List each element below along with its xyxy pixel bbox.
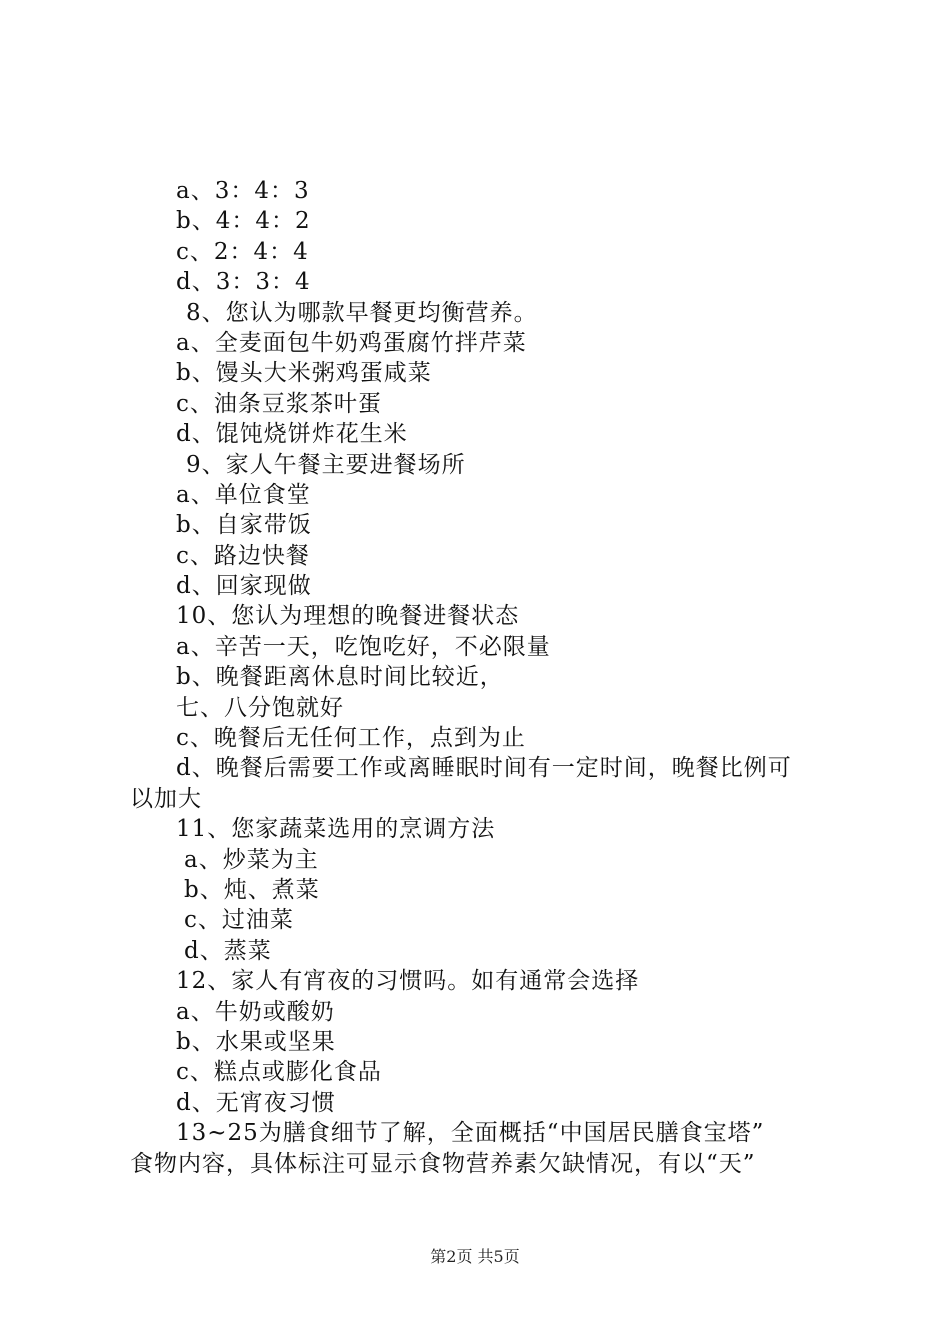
question-line: 10、您认为理想的晚餐进餐状态 (176, 603, 520, 630)
text-line: c、路边快餐 (176, 542, 310, 569)
text-line: a、全麦面包牛奶鸡蛋腐竹拌芹菜 (176, 329, 527, 356)
paragraph-line: 13~25为膳食细节了解，全面概括“中国居民膳食宝塔” (176, 1120, 765, 1147)
text-line: d、馄饨烧饼炸花生米 (176, 421, 408, 448)
text-line: d、回家现做 (176, 573, 312, 600)
text-line: a、炒菜为主 (184, 846, 319, 873)
text-line: c、糕点或膨化食品 (176, 1059, 382, 1086)
text-line: a、牛奶或酸奶 (176, 998, 335, 1025)
text-line: b、4：4：2 (176, 208, 311, 235)
text-line: d、无宵夜习惯 (176, 1089, 336, 1116)
text-line: c、油条豆浆茶叶蛋 (176, 390, 382, 417)
text-line: d、3：3：4 (176, 269, 311, 296)
text-line: 以加大 (130, 785, 202, 812)
text-line: b、晚餐距离休息时间比较近， (176, 664, 504, 691)
question-line: 12、家人有宵夜的习惯吗。如有通常会选择 (176, 968, 640, 995)
text-line: 七、八分饱就好 (176, 694, 344, 721)
page-footer: 第2页 共5页 (430, 1247, 520, 1266)
text-line: d、晚餐后需要工作或离睡眠时间有一定时间，晚餐比例可 (176, 755, 792, 782)
text-line: d、蒸菜 (184, 937, 272, 964)
text-line: a、3：4：3 (176, 178, 310, 204)
text-line: b、馒头大米粥鸡蛋咸菜 (176, 360, 432, 387)
question-line: 8、您认为哪款早餐更均衡营养。 (186, 299, 538, 326)
text-line: c、2：4：4 (176, 238, 309, 265)
text-line: b、水果或坚果 (176, 1028, 336, 1055)
question-line: 9、家人午餐主要进餐场所 (186, 451, 466, 478)
text-line: b、自家带饭 (176, 512, 312, 539)
text-line: c、晚餐后无任何工作，点到为止 (176, 725, 526, 752)
text-line: a、单位食堂 (176, 481, 311, 508)
text-line: b、炖、煮菜 (184, 876, 320, 903)
document-body (130, 176, 830, 1179)
question-line: 11、您家蔬菜选用的烹调方法 (176, 816, 496, 843)
paragraph-line: 食物内容，具体标注可显示食物营养素欠缺情况，有以“天” (130, 1150, 756, 1177)
text-line: a、辛苦一天，吃饱吃好，不必限量 (176, 633, 551, 660)
text-line: c、过油菜 (184, 907, 294, 934)
